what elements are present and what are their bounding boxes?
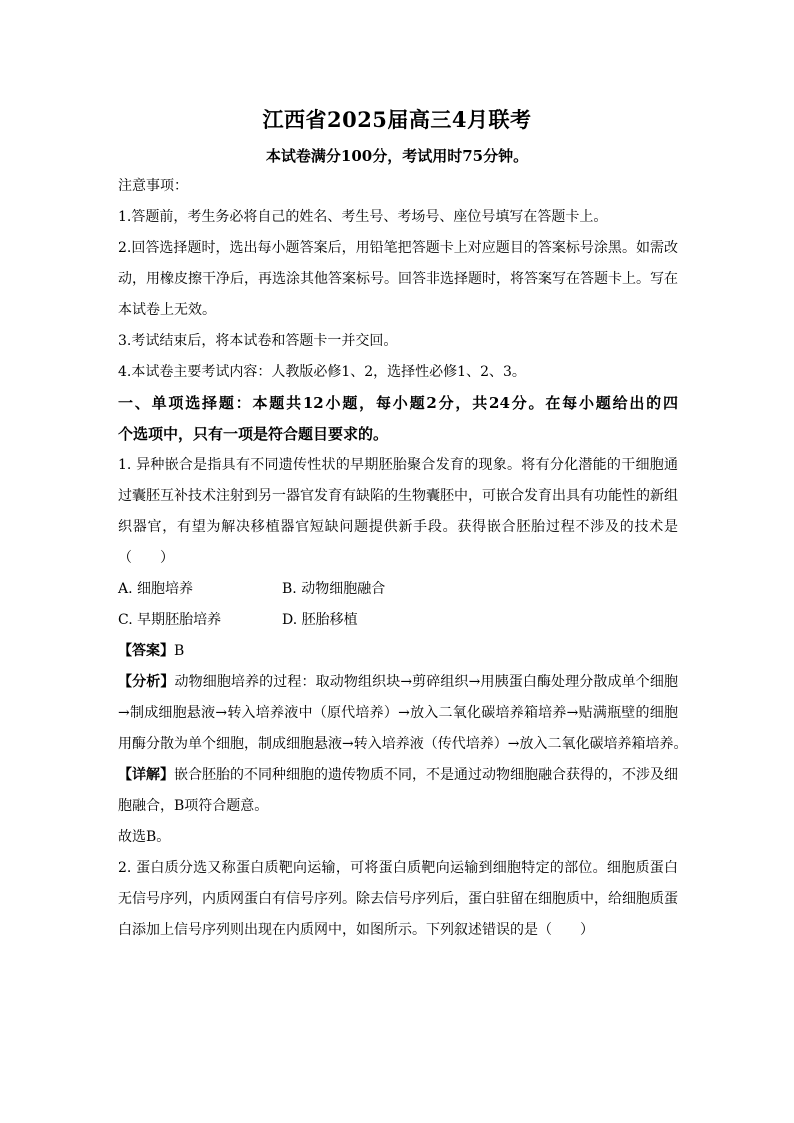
detail-tag: 【详解】 (118, 767, 174, 783)
question-2-stem: 无信号序列，内质网蛋白有信号序列。除去信号序列后，蛋白驻留在细胞质中，给细胞质蛋 (118, 891, 678, 907)
analysis-line: →制成细胞悬液→转入培养液中（原代培养）→放入二氧化碳培养箱培养→贴满瓶壁的细胞 (118, 705, 678, 721)
detail-line (118, 760, 678, 791)
question-1-options-row (118, 605, 678, 636)
detail-text: 嵌合胚胎的不同种细胞的遗传物质不同，不是通过动物细胞融合获得的，不涉及细 (174, 767, 678, 783)
question-1-blank: （ ） (118, 550, 174, 566)
note-item-cont: 本试卷上无效。 (118, 302, 216, 318)
option-b: B. 动物细胞融合 (282, 581, 386, 597)
section-heading: 一、单项选择题：本题共12小题，每小题2分，共24分。在每小题给出的四 (118, 394, 678, 412)
note-item: 3.考试结束后，将本试卷和答题卡一并交回。 (118, 333, 398, 349)
analysis-line: 用酶分散为单个细胞，制成细胞悬液→转入培养液（传代培养）→放入二氧化碳培养箱培养。 (118, 736, 688, 752)
analysis-tag: 【分析】 (118, 674, 175, 690)
answer-value: B (174, 643, 185, 659)
question-1-stem: 过囊胚互补技术注射到另一器官发育有缺陷的生物囊胚中，可嵌合发育出具有功能性的新组 (118, 488, 678, 504)
question-1-stem: 织器官，有望为解决移植器官短缺问题提供新手段。获得嵌合胚胎过程不涉及的技术是 (118, 519, 678, 535)
note-item: 1.答题前，考生务必将自己的姓名、考生号、考场号、座位号填写在答题卡上。 (118, 209, 608, 225)
note-item: 4.本试卷主要考试内容：人教版必修1、2，选择性必修1、2、3。 (118, 364, 526, 380)
page-title: 江西省2025届高三4月联考 (262, 107, 532, 132)
document-body (118, 171, 688, 946)
question-2-stem: 白添加上信号序列则出现在内质网中，如图所示。下列叙述错误的是（ ） (118, 922, 594, 938)
analysis-text: 动物细胞培养的过程：取动物组织块→剪碎组织→用胰蛋白酶处理分散成单个细胞 (174, 674, 678, 690)
option-a: A. 细胞培养 (118, 581, 194, 597)
analysis-line (118, 667, 678, 698)
conclusion-line: 故选B。 (118, 829, 171, 845)
question-1-stem: 1. 异种嵌合是指具有不同遗传性状的早期胚胎聚合发育的现象。将有分化潜能的干细胞通 (118, 457, 678, 473)
note-item-cont: 动，用橡皮擦干净后，再选涂其他答案标号。回答非选择题时，将答案写在答题卡上。写在 (118, 271, 678, 287)
answer-tag: 【答案】 (118, 643, 174, 659)
exam-info: 本试卷满分100分，考试用时75分钟。 (265, 147, 529, 165)
notes-heading: 注意事项： (118, 178, 188, 194)
answer-line (118, 636, 678, 667)
option-d: D. 胚胎移植 (282, 612, 358, 628)
detail-line: 胞融合，B项符合题意。 (118, 798, 269, 814)
option-c: C. 早期胚胎培养 (118, 612, 222, 628)
question-1-options-row (118, 574, 678, 605)
question-2-stem: 2. 蛋白质分选又称蛋白质靶向运输，可将蛋白质靶向运输到细胞特定的部位。细胞质蛋白 (118, 860, 678, 876)
section-heading-cont: 个选项中，只有一项是符合题目要求的。 (118, 425, 389, 443)
note-item: 2.回答选择题时，选出每小题答案后，用铅笔把答题卡上对应题目的答案标号涂黑。如需改 (118, 240, 678, 256)
